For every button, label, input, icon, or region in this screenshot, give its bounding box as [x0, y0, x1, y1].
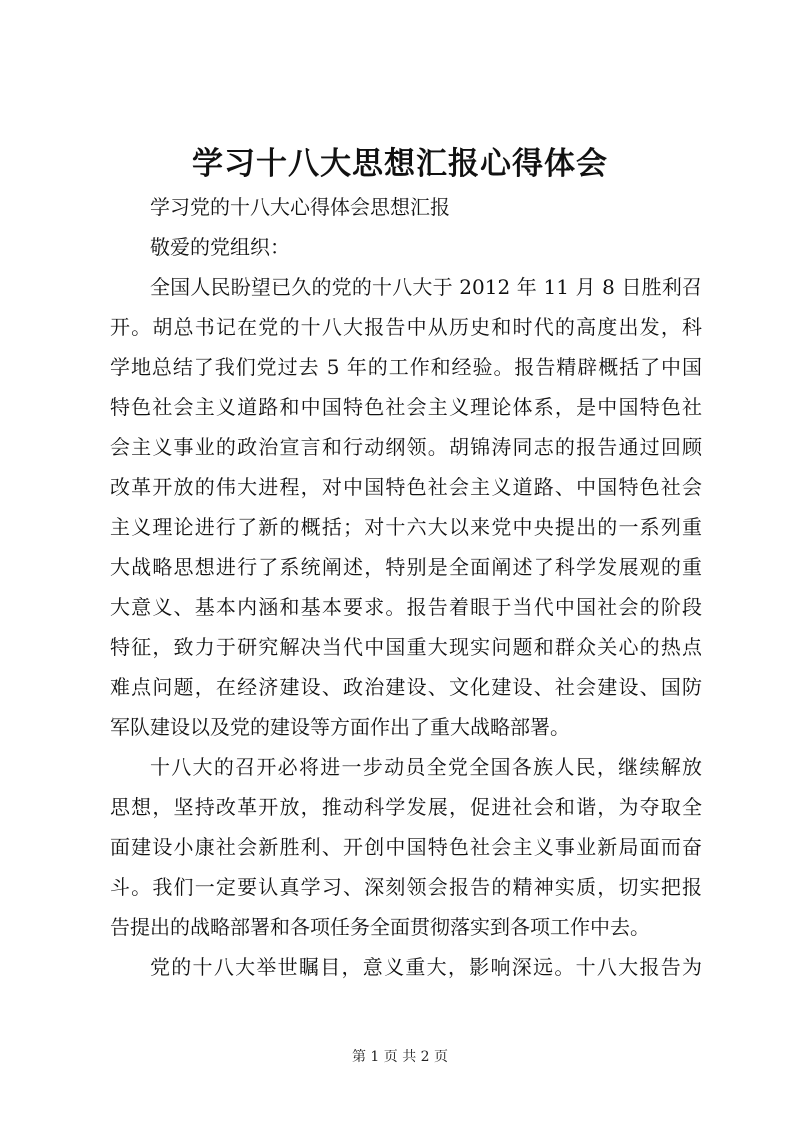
paragraph-1-line: 难点问题，在经济建设、政治建设、文化建设、社会建设、国防 — [110, 675, 702, 699]
subtitle-line: 学习党的十八大心得体会思想汇报 — [150, 195, 450, 219]
paragraph-1-line: 学地总结了我们党过去 5 年的工作和经验。报告精辟概括了中国 — [110, 355, 702, 379]
paragraph-3-line: 党的十八大举世瞩目，意义重大，影响深远。十八大报告为 — [150, 955, 702, 979]
paragraph-2-line: 斗。我们一定要认真学习、深刻领会报告的精神实质，切实把报 — [110, 875, 702, 899]
paragraph-2-line: 十八大的召开必将进一步动员全党全国各族人民，继续解放 — [150, 755, 702, 779]
paragraph-1-line: 大意义、基本内涵和基本要求。报告着眼于当代中国社会的阶段 — [110, 595, 702, 619]
paragraph-1-line: 大战略思想进行了系统阐述，特别是全面阐述了科学发展观的重 — [110, 555, 702, 579]
page-footer: 第 1 页 共 2 页 — [351, 1049, 449, 1065]
paragraph-2-line: 告提出的战略部署和各项任务全面贯彻落实到各项工作中去。 — [110, 915, 650, 939]
paragraph-2-line: 面建设小康社会新胜利、开创中国特色社会主义事业新局面而奋 — [110, 835, 702, 859]
paragraph-1-line: 改革开放的伟大进程，对中国特色社会主义道路、中国特色社会 — [110, 475, 702, 499]
paragraph-1-line: 主义理论进行了新的概括；对十六大以来党中央提出的一系列重 — [110, 515, 702, 539]
paragraph-1-line: 开。胡总书记在党的十八大报告中从历史和时代的高度出发，科 — [110, 315, 702, 339]
document-title: 学习十八大思想汇报心得体会 — [192, 146, 608, 182]
paragraph-1-line: 会主义事业的政治宣言和行动纲领。胡锦涛同志的报告通过回顾 — [110, 435, 702, 459]
paragraph-1-line: 全国人民盼望已久的党的十八大于 2012 年 11 月 8 日胜利召 — [150, 275, 702, 299]
document-body — [110, 187, 702, 987]
paragraph-2-line: 思想，坚持改革开放，推动科学发展，促进社会和谐，为夺取全 — [110, 795, 702, 819]
paragraph-1-line: 特征，致力于研究解决当代中国重大现实问题和群众关心的热点 — [110, 635, 702, 659]
salutation-line: 敬爱的党组织： — [150, 235, 290, 259]
paragraph-1-line: 军队建设以及党的建设等方面作出了重大战略部署。 — [110, 715, 570, 739]
paragraph-1-line: 特色社会主义道路和中国特色社会主义理论体系，是中国特色社 — [110, 395, 702, 419]
